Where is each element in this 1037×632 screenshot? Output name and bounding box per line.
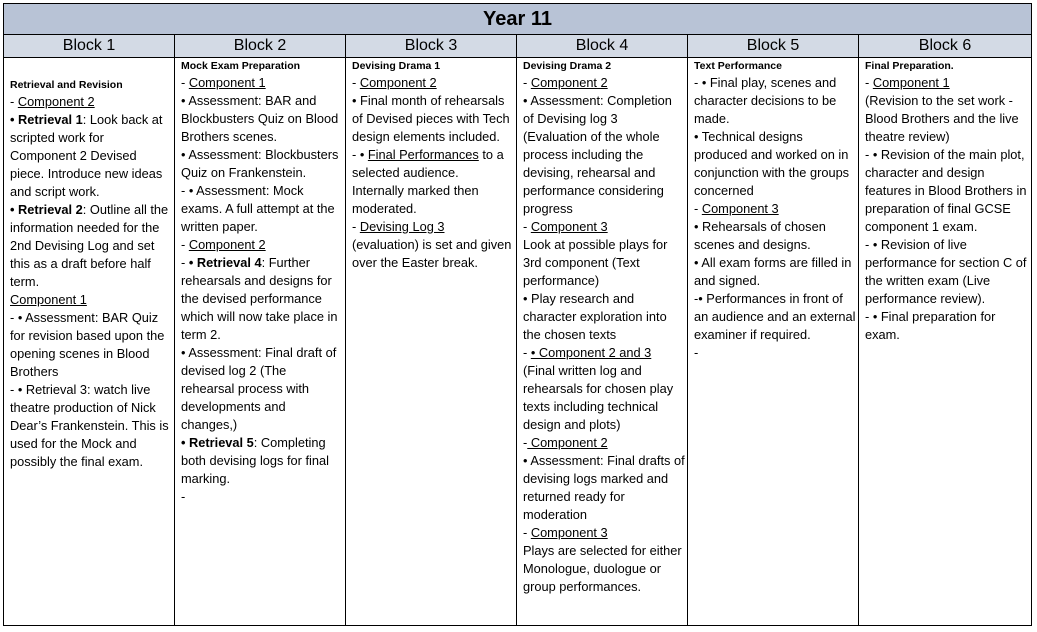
line-text: - • Final preparation for exam. [865,309,996,342]
block-1-cell [4,58,175,626]
line-text: • Assessment: Final draft of devised log 2 (The rehearsal process with developments and changes,) [181,345,337,432]
underlined-text: Devising Log 3 [359,219,445,234]
block-line [694,74,856,128]
underlined-text: Final Performances [367,147,479,162]
block-line [865,74,1029,92]
block-line [694,290,856,344]
line-text: - [181,255,189,270]
line-text: : Look back at scripted work for Component 2 Devised piece. Introduce new ideas and script work. [10,112,163,199]
block-5-cell [688,58,859,626]
underlined-text: Component 2 [359,75,437,90]
table-title: Year 11 [4,4,1032,35]
block-line [523,290,685,344]
line-text: - [523,345,531,360]
block-line [694,200,856,218]
block-line [523,344,685,362]
line-text: : Outline all the information needed for the 2nd Devising Log and set this as a draft before half term. [10,202,169,289]
block-line [523,236,685,290]
line-text: - [865,75,873,90]
block-line [10,381,172,471]
block-line [352,146,514,218]
line-text: - [181,75,189,90]
underlined-text: Component 3 [530,219,608,234]
block-line [694,128,856,200]
block-4-header: Block 4 [517,35,688,58]
block-subtitle: Final Preparation. [865,60,954,72]
line-text: - [181,237,189,252]
line-text: - [523,219,531,234]
line-text: • Play research and character exploration into the chosen texts [523,291,667,342]
underlined-text: Component 1 [10,292,87,307]
line-text: - [523,435,528,450]
line-text: - • Assessment: Mock exams. A full attempt at the written paper. [181,183,335,234]
top-spacer [10,58,172,77]
block-content [694,74,856,362]
line-text: • Technical designs produced and worked on in conjunction with the groups concerned [694,129,850,198]
block-line [523,218,685,236]
underlined-text: • Component 2 and 3 [530,345,652,360]
block-6-header: Block 6 [859,35,1032,58]
block-line [181,344,343,434]
line-text: - [352,219,360,234]
block-line [352,92,514,146]
bold-text: • Retrieval 2 [10,202,83,217]
block-line [352,218,514,272]
line-text: - • Revision of live performance for section C of the written exam (Live performance review). [865,237,1027,306]
bold-text: • Retrieval 5 [181,435,254,450]
block-line [181,434,343,488]
block-line [10,309,172,381]
line-text: : Completing both devising logs for final marking. [181,435,329,486]
underlined-text: Component 2 [527,435,608,450]
block-line [865,146,1029,236]
line-text: • Assessment: Final drafts of devising logs marked and returned ready for moderation [523,453,685,522]
block-subtitle: Devising Drama 2 [523,60,612,72]
block-line [523,434,685,452]
line-text: - [10,94,18,109]
line-text: (evaluation) is set and given over the Easter break. [352,237,512,270]
block-2-cell [175,58,346,626]
block-line [523,452,685,524]
block-content [865,74,1029,344]
line-text: - [523,525,531,540]
block-6-cell [859,58,1032,626]
line-text: • Assessment: BAR and Blockbusters Quiz on Blood Brothers scenes. [181,93,339,144]
underlined-text: Component 2 [17,94,95,109]
underlined-text: Component 1 [188,75,266,90]
block-line [865,308,1029,344]
bold-text: • Retrieval 1 [10,112,83,127]
block-line [181,488,343,506]
block-line [181,92,343,146]
underlined-text: Component 3 [530,525,608,540]
block-3-header: Block 3 [346,35,517,58]
block-5-header: Block 5 [688,35,859,58]
year-11-plan-table [3,3,1032,626]
line-text: • Assessment: Blockbusters Quiz on Frankenstein. [181,147,339,180]
line-text: - • [352,147,368,162]
line-text: (Final written log and rehearsals for chosen play texts including technical design and plots) [523,363,674,432]
block-subtitle: Mock Exam Preparation [181,60,301,72]
block-line [10,201,172,291]
line-text: (Revision to the set work - Blood Brothers and the live theatre review) [865,93,1019,144]
block-line [865,236,1029,308]
block-line [865,92,1029,146]
block-line [523,92,685,218]
line-text: - • Retrieval 3: watch live theatre production of Nick Dear’s Frankenstein. This is used for the Mock and possibly the final exam. [10,382,169,469]
block-2-header: Block 2 [175,35,346,58]
block-content [352,74,514,272]
block-content [10,93,172,471]
block-line [694,344,856,362]
line-text: -• Performances in front of an audience and an external examiner if required. [694,291,856,342]
line-text: - [523,75,531,90]
line-text: - [352,75,360,90]
line-text: • Assessment: Completion of Devising log 3 (Evaluation of the whole process including the devising, rehearsal and performance considering progress [523,93,672,216]
block-content [523,74,685,596]
block-line [10,291,172,309]
block-subtitle: Text Performance [694,60,782,72]
block-4-cell [517,58,688,626]
line-text: • Rehearsals of chosen scenes and designs. [694,219,826,252]
line-text: : Further rehearsals and designs for the devised performance which will now take place in term 2. [181,255,338,342]
line-text: - • Assessment: BAR Quiz for revision based upon the opening scenes in Blood Brothers [10,310,165,379]
block-line [10,111,172,201]
block-line [694,254,856,290]
line-text: • All exam forms are filled in and signed. [694,255,852,288]
underlined-text: Component 2 [530,75,608,90]
block-line [181,236,343,254]
line-text: • Final month of rehearsals of Devised pieces with Tech design elements included. [352,93,510,144]
underlined-text: Component 3 [701,201,779,216]
underlined-text: Component 1 [872,75,950,90]
bold-text: • Retrieval 4 [188,255,262,270]
line-text: - [694,201,702,216]
block-line [181,254,343,344]
block-line [694,218,856,254]
block-subtitle: Devising Drama 1 [352,60,441,72]
block-line [181,182,343,236]
block-3-cell [346,58,517,626]
block-line [523,74,685,92]
block-line [181,74,343,92]
block-line [10,93,172,111]
block-line [523,524,685,542]
line-text: Plays are selected for either Monologue, duologue or group performances. [523,543,682,594]
block-line [523,362,685,434]
block-content [181,74,343,506]
block-line [352,74,514,92]
underlined-text: Component 2 [188,237,266,252]
block-1-header: Block 1 [4,35,175,58]
line-text: to a selected audience. Internally marked then moderated. [352,147,504,216]
line-text: - • Revision of the main plot, character and design features in Blood Brothers in preparation of final GCSE component 1 exam. [865,147,1027,234]
block-line [523,542,685,596]
line-text: - [694,345,699,360]
block-subtitle: Retrieval and Revision [10,79,123,91]
line-text: - [181,489,186,504]
block-line [181,146,343,182]
line-text: - • Final play, scenes and character decisions to be made. [694,75,837,126]
line-text: Look at possible plays for 3rd component (Text performance) [523,237,668,288]
